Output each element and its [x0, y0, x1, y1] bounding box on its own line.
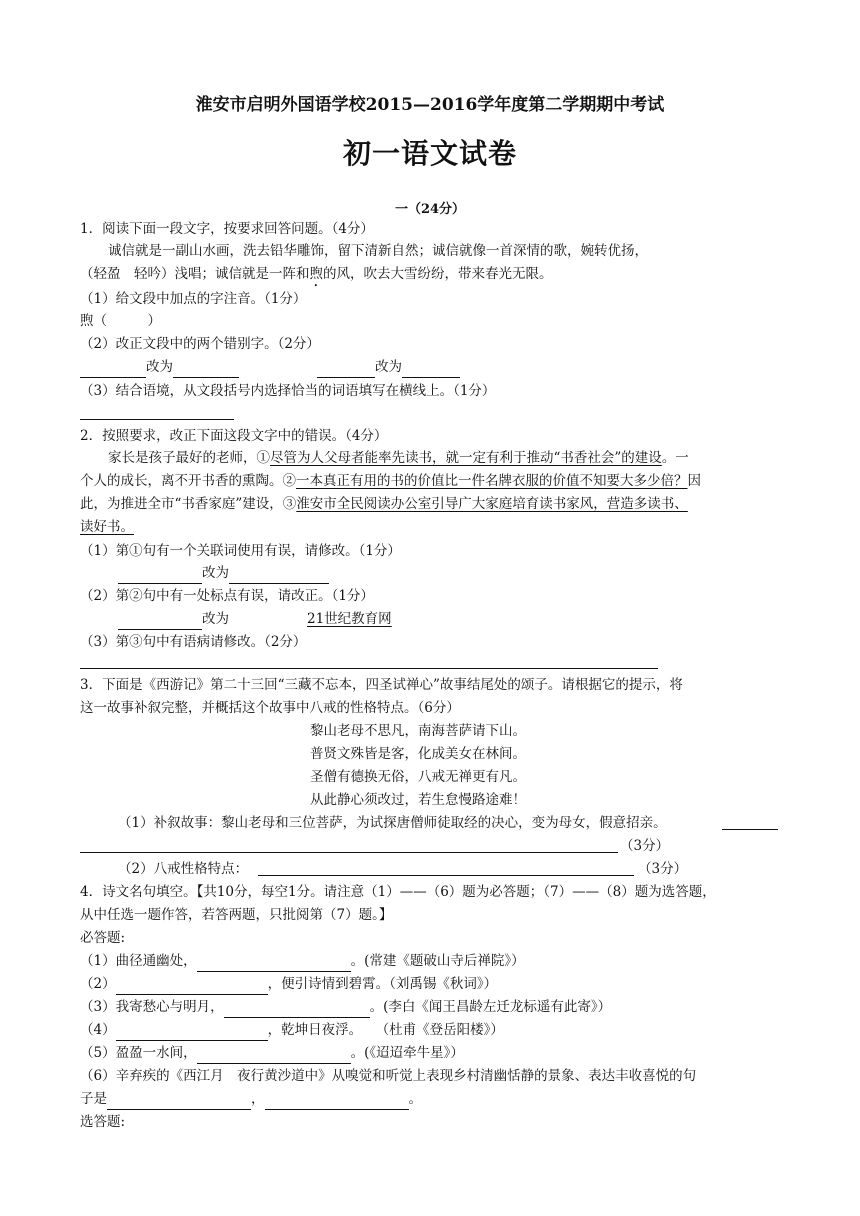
dotted-char: 煦	[309, 266, 323, 282]
required-label: 必答题:	[80, 930, 126, 946]
q2-text: 此，为推进全市“书香家庭”建设，③	[80, 496, 297, 512]
answer-blank[interactable]	[118, 568, 202, 584]
q4-item-text: 。	[408, 1091, 422, 1107]
change-to-label: 改为	[202, 565, 229, 581]
answer-blank[interactable]	[80, 362, 146, 378]
answer-blank[interactable]	[197, 1048, 351, 1064]
optional-label: 选答题:	[80, 1114, 126, 1130]
answer-blank[interactable]	[116, 1025, 268, 1041]
q4-item-text: ，便引诗情到碧霄。（刘禹锡《秋词》）	[267, 976, 498, 992]
q3-sub2-score: （3分）	[638, 861, 688, 877]
q3-stem-line2: 这一故事补叙完整，并概括这个故事中八戒的性格特点。（6分）	[80, 700, 460, 716]
q4-item-text: 。(常建《题破山寺后禅院》）	[350, 953, 525, 969]
q2-passage-line4: 读好书。	[80, 519, 134, 535]
q3-sub1-score: （3分）	[620, 838, 670, 854]
q2-text: 。一	[661, 450, 689, 466]
q4-item-text: （3）我寄愁心与明月，	[80, 999, 224, 1015]
q4-item1	[80, 950, 525, 972]
q1-sub2: （2）改正文段中的两个错别字。（2分）	[80, 336, 320, 352]
q1-sub3: （3）结合语境，从文段括号内选择恰当的词语填写在横线上。（1分）	[80, 383, 496, 399]
answer-blank[interactable]	[229, 568, 329, 584]
q4-item2	[80, 973, 497, 995]
change-to-label: 改为	[375, 359, 402, 375]
q1-sub1-answer[interactable]: 煦（ ）	[80, 313, 161, 329]
q4-item-text: ，乾坤日夜浮。 （杜甫《登岳阳楼》）	[267, 1022, 504, 1038]
q1-passage-line2	[80, 263, 553, 290]
q1-passage-text: （轻盈 轻吟）浅唱；诚信就是一阵和	[80, 266, 310, 282]
q2-sub3-answer-line[interactable]	[80, 668, 658, 669]
answer-blank[interactable]	[197, 956, 351, 972]
q4-item-text: 。(李白《闻王昌龄左迁龙标遥有此寄》）	[369, 999, 612, 1015]
q4-item6-line2	[80, 1088, 422, 1110]
change-to-label: 改为	[202, 611, 229, 627]
poem-line: 圣僧有德换无俗，八戒无禅更有凡。	[310, 769, 526, 785]
school-title: 淮安市启明外国语学校2015—2016学年度第二学期期中考试	[195, 95, 665, 115]
poem-line: 从此静心须改过，若生怠慢路途难！	[310, 792, 526, 808]
answer-blank[interactable]	[173, 362, 239, 378]
q2-stem: 2．按照要求，改正下面这段文字中的错误。（4分）	[80, 428, 388, 444]
change-to-label: 改为	[146, 359, 173, 375]
paper-title: 初一语文试卷	[342, 137, 517, 170]
q1-sub2-answers	[80, 356, 460, 378]
q4-item-text: 子是	[80, 1091, 107, 1107]
q1-sub1: （1）给文段中加点的字注音。（1分）	[80, 291, 307, 307]
q4-item-text: ，	[251, 1091, 265, 1107]
q4-item-text: （2）	[80, 976, 116, 992]
answer-blank[interactable]	[317, 362, 375, 378]
q2-text: 个人的成长，离不开书香的熏陶。②	[80, 473, 296, 489]
q2-sentence-2: 一本真正有用的书的价值比一件名牌衣服的价值不知要大多少倍？	[296, 473, 688, 489]
q2-passage-line2	[80, 470, 701, 492]
section-heading: 一（24分）	[394, 202, 466, 217]
q1-passage-line1: 诚信就是一副山水画，洗去铅华雕饰，留下清新自然；诚信就像一首深情的歌，婉转优扬，	[108, 243, 648, 259]
answer-blank[interactable]	[116, 979, 268, 995]
q2-sub1-answers	[118, 562, 329, 584]
answer-blank[interactable]	[107, 1094, 251, 1110]
poem-line: 黎山老母不思凡，南海菩萨请下山。	[310, 723, 526, 739]
q3-sub1: （1）补叙故事：黎山老母和三位菩萨，为试探唐僧师徒取经的决心，变为母女，假意招亲。	[118, 815, 667, 831]
q2-passage-line1	[108, 447, 689, 469]
q2-text: 家长是孩子最好的老师，①	[108, 450, 270, 466]
watermark-text: 21世纪教育网	[307, 611, 392, 627]
q1-passage-text: 的风，吹去大雪纷纷，带来春光无限。	[323, 266, 553, 282]
q4-stem-line1: 4．诗文名句填空。【共10分，每空1分。请注意（1）——（6）题为必答题；（7）——（8）题为选答题，	[80, 884, 716, 900]
q2-sub3: （3）第③句中有语病请修改。（2分）	[80, 634, 307, 650]
q4-item-text: 。(《迢迢牵牛星》）	[350, 1045, 464, 1061]
q4-item6-line1: （6）辛弃疾的《西江月 夜行黄沙道中》从嗅觉和听觉上表现乡村清幽恬静的景象、表达丰收喜悦的句	[80, 1068, 697, 1084]
answer-blank[interactable]	[722, 829, 778, 830]
answer-blank[interactable]	[402, 362, 460, 378]
q3-stem-line1: 3．下面是《西游记》第二十三回“三藏不忘本，四圣试禅心”故事结尾处的颂子。请根据它的提示，将	[80, 677, 683, 693]
q1-stem: 1．阅读下面一段文字，按要求回答问题。（4分）	[80, 221, 374, 237]
q4-stem-line2: 从中任选一题作答，若答两题，只批阅第（7）题。】	[80, 907, 393, 923]
q1-sub3-answer-line[interactable]	[80, 419, 234, 420]
q2-sentence-1: 尽管为人父母者能率先读书，就一定有利于推动“书香社会”的建设	[270, 450, 662, 466]
q2-sub1: （1）第①句有一个关联词使用有误，请修改。（1分）	[80, 543, 401, 559]
q4-item-text: （1）曲径通幽处，	[80, 953, 197, 969]
q4-item-text: （5）盈盈一水间，	[80, 1045, 197, 1061]
q3-sub1-answer-line[interactable]	[80, 852, 618, 853]
q4-item3	[80, 996, 611, 1018]
q3-sub2: （2）八戒性格特点：	[118, 861, 249, 877]
answer-blank[interactable]	[224, 1002, 370, 1018]
q2-sub2: （2）第②句中有一处标点有误，请改正。（1分）	[80, 588, 374, 604]
q4-item5	[80, 1042, 464, 1064]
q2-sub2-answers	[118, 608, 392, 630]
answer-blank[interactable]	[265, 1094, 409, 1110]
answer-blank[interactable]	[118, 614, 202, 630]
q2-passage-line3	[80, 493, 688, 515]
poem-line: 普贤文殊皆是客，化成美女在林间。	[310, 746, 526, 762]
q3-sub2-answer-line[interactable]	[258, 875, 634, 876]
q4-item4	[80, 1019, 504, 1041]
q2-text: 因	[687, 473, 701, 489]
q4-item-text: （4）	[80, 1022, 116, 1038]
q2-sentence-3: 淮安市全民阅读办公室引导广大家庭培育读书家风，营造多读书、	[296, 496, 688, 512]
